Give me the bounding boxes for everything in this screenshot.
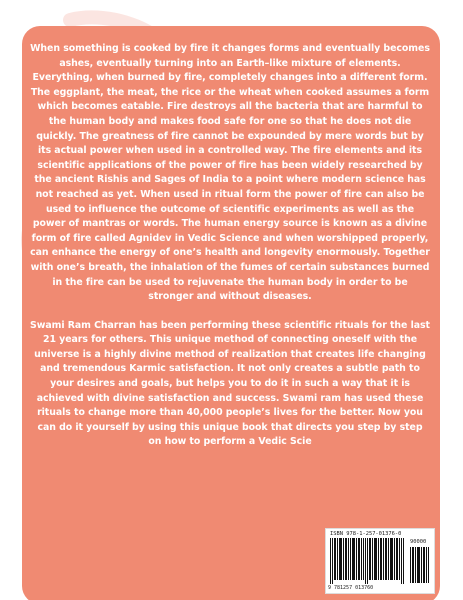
price-barcode-icon bbox=[410, 547, 430, 583]
paragraph-swami: Swami Ram Charran has been performing these scientific rituals for the last 21 years for others. This unique method of connecting oneself with the universe is a highly divine method of realization that creates life changing and tremendous Karmic satisfaction. It not only creates a subtle path to your desires and goals, but helps you to do it in such a way that it is achieved with divine satisfaction and success. Swami ram has used these rituals to change more than 40,000 people’s lives for the better. Now you can do it yourself by using this unique book that directs you step by step on how to perform a Vedic Scie bbox=[30, 319, 430, 448]
cover-text bbox=[30, 42, 430, 450]
price-code: 90000 bbox=[410, 539, 427, 545]
barcode-bars-icon bbox=[330, 538, 406, 584]
barcode-number: 9 781257 013760 bbox=[328, 585, 374, 591]
isbn-label: ISBN 978-1-257-01376-0 bbox=[330, 531, 402, 537]
barcode bbox=[325, 528, 435, 594]
paragraph-fire: When something is cooked by fire it changes forms and eventually becomes ashes, eventually turning into an Earth–like mixture of elements. Everything, when burned by fire, completely changes into a different form. The eggplant, the meat, the rice or the wheat when cooked assumes a form which becomes eatable. Fire destroys all the bacteria that are harmful to the human body and makes food safe for one so that he does not die quickly. The greatness of fire cannot be expounded by mere words but by its actual power when used in a controlled way. The fire elements and its scientific applications of the power of fire has been widely researched by the ancient Rishis and Sages of India to a point where modern science has not reached as yet. When used in ritual form the power of fire can also be used to influence the outcome of scientific experiments as well as the power of mantras or words. The human energy source is known as a divine form of fire called Agnidev in Vedic Science and when worshipped properly, can enhance the energy of one’s health and longevity enormously. Together with one’s breath, the inhalation of the fumes of certain substances burned in the fire can be used to rejuvenate the human body in order to be stronger and without diseases. bbox=[30, 43, 430, 303]
